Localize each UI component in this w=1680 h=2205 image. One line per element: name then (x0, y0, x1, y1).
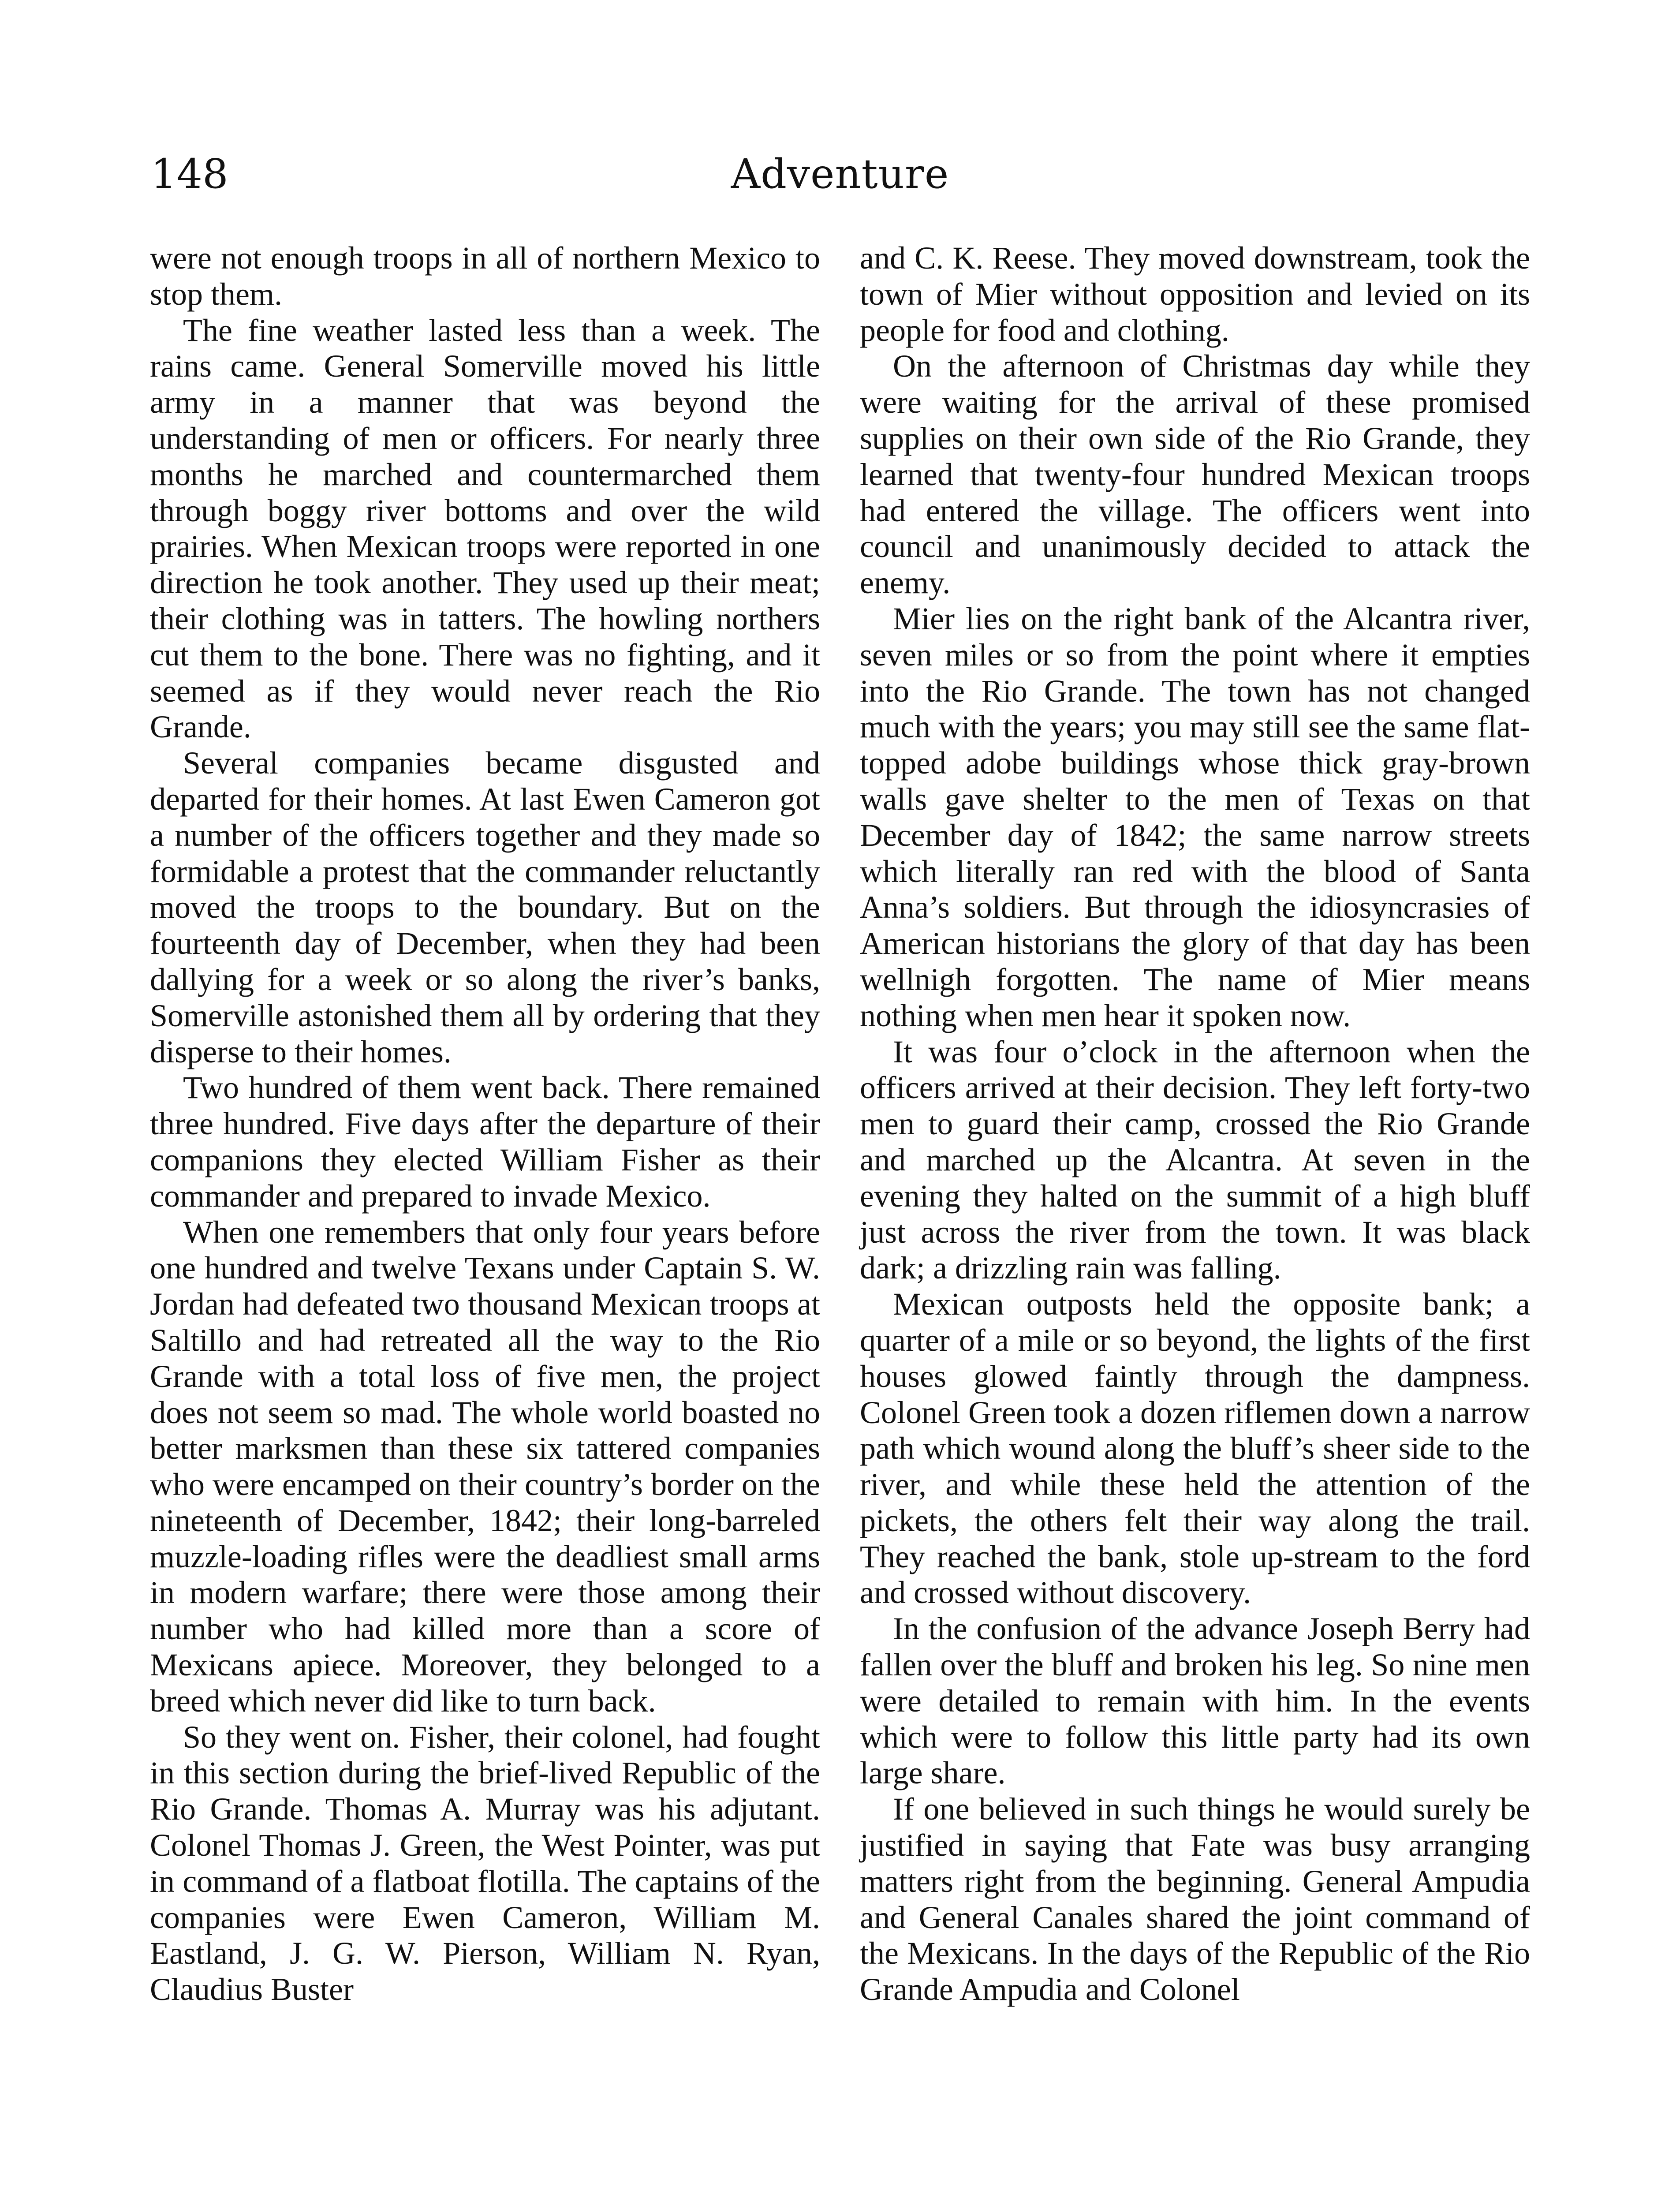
magazine-title: Adventure (731, 150, 949, 198)
paragraph: Mexican outposts held the opposite bank; a quarter of a mile or so beyond, the lights of the first houses glowed faintly through the dampness. Colonel Green took a dozen riflemen down a narrow path which wound along the bluff’s sheer side to the river, and while these held the attention of the pickets, the others felt their way along the trail. They reached the bank, stole up-stream to the ford and crossed without discovery. (860, 1286, 1530, 1611)
paragraph: It was four o’clock in the afternoon when the officers arrived at their decision. They left forty-two men to guard their camp, crossed the Rio Grande and marched up the Alcantra. At seven in the evening they halted on the summit of a high bluff just across the river from the town. It was black dark; a drizzling rain was falling. (860, 1034, 1530, 1286)
paragraph: were not enough troops in all of northern Mexico to stop them. (150, 240, 820, 312)
right-text-column (860, 240, 1530, 2008)
paragraph: When one remembers that only four years before one hundred and twelve Texans under Captain S. W. Jordan had defeated two thousand Mexican troops at Saltillo and had retreated all the way to the Rio Grande with a total loss of five men, the project does not seem so mad. The whole world boasted no better marksmen than these six tattered companies who were encamped on their country’s border on the nineteenth of December, 1842; their long-barreled muzzle-loading rifles were the deadliest small arms in modern warfare; there were those among their number who had killed more than a score of Mexicans apiece. Moreover, they belonged to a breed which never did like to turn back. (150, 1214, 820, 1719)
paragraph: Mier lies on the right bank of the Alcantra river, seven miles or so from the point where it empties into the Rio Grande. The town has not changed much with the years; you may still see the same flat-topped adobe buildings whose thick gray-brown walls gave shelter to the men of Texas on that December day of 1842; the same narrow streets which literally ran red with the blood of Santa Anna’s soldiers. But through the idiosyncrasies of American historians the glory of that day has been wellnigh forgotten. The name of Mier means nothing when men hear it spoken now. (860, 601, 1530, 1033)
paragraph: Two hundred of them went back. There remained three hundred. Five days after the departure of their companions they elected William Fisher as their commander and prepared to invade Mexico. (150, 1070, 820, 1214)
paragraph: In the confusion of the advance Joseph Berry had fallen over the bluff and broken his leg. So nine men were detailed to remain with him. In the events which were to follow this little party had its own large share. (860, 1611, 1530, 1791)
paragraph: The fine weather lasted less than a week. The rains came. General Somerville moved his little army in a manner that was beyond the understanding of men or officers. For nearly three months he marched and countermarched them through boggy river bottoms and over the wild prairies. When Mexican troops were reported in one direction he took another. They used up their meat; their clothing was in tatters. The howling northers cut them to the bone. There was no fighting, and it seemed as if they would never reach the Rio Grande. (150, 312, 820, 745)
paragraph: So they went on. Fisher, their colonel, had fought in this section during the brief-lived Republic of the Rio Grande. Thomas A. Murray was his adjutant. Colonel Thomas J. Green, the West Pointer, was put in command of a flatboat flotilla. The captains of the companies were Ewen Cameron, William M. Eastland, J. G. W. Pierson, William N. Ryan, Claudius Buster (150, 1719, 820, 2007)
page-number: 148 (151, 150, 228, 198)
paragraph: If one believed in such things he would surely be justified in saying that Fate was busy arranging matters right from the beginning. General Ampudia and General Canales shared the joint command of the Mexicans. In the days of the Republic of the Rio Grande Ampudia and Colonel (860, 1791, 1530, 2007)
page-header (151, 146, 1529, 203)
paragraph: and C. K. Reese. They moved downstream, took the town of Mier without opposition and levied on its people for food and clothing. (860, 240, 1530, 348)
paragraph: On the afternoon of Christmas day while they were waiting for the arrival of these promised supplies on their own side of the Rio Grande, they learned that twenty-four hundred Mexican troops had entered the village. The officers went into council and unanimously decided to attack the enemy. (860, 348, 1530, 601)
left-text-column (150, 240, 820, 2008)
paragraph: Several companies became disgusted and departed for their homes. At last Ewen Cameron got a number of the officers together and they made so formidable a protest that the commander reluctantly moved the troops to the boundary. But on the fourteenth day of December, when they had been dallying for a week or so along the river’s banks, Somerville astonished them all by ordering that they disperse to their homes. (150, 745, 820, 1069)
